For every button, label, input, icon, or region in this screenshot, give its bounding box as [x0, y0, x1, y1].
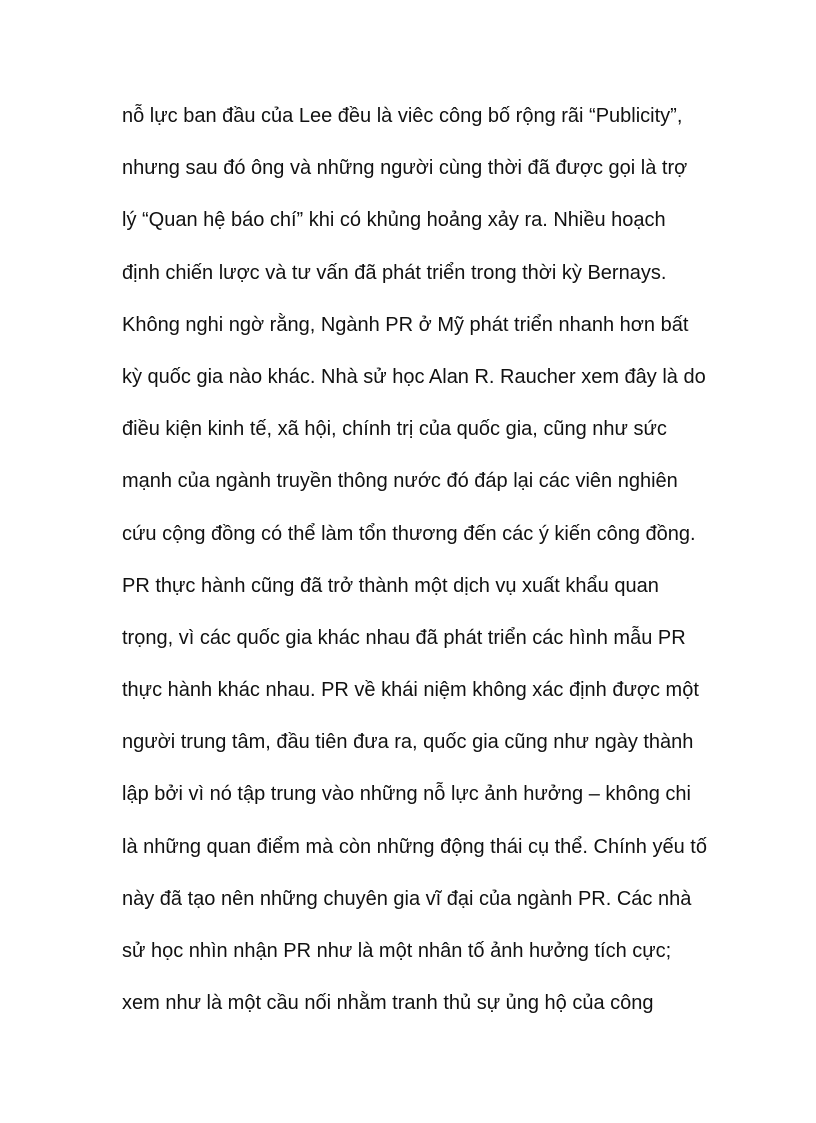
- text-line: nỗ lực ban đầu của Lee đều là viêc công bố rộng rãi “Publicity”,: [122, 105, 683, 127]
- body-paragraph: [122, 100, 742, 1039]
- text-line: sử học nhìn nhận PR như là một nhân tố ảnh hưởng tích cực;: [122, 940, 672, 962]
- text-line: lập bởi vì nó tập trung vào những nỗ lực ảnh hưởng – không chi: [122, 783, 691, 806]
- text-line: xem như là một cầu nối nhằm tranh thủ sự ủng hộ của công: [122, 992, 654, 1015]
- text-line: thực hành khác nhau. PR về khái niệm không xác định được một: [122, 679, 699, 702]
- text-line: người trung tâm, đầu tiên đưa ra, quốc gia cũng như ngày thành: [122, 731, 694, 754]
- text-line: cứu cộng đồng có thể làm tổn thương đến các ý kiến công đồng.: [122, 522, 696, 545]
- text-line: là những quan điểm mà còn những động thái cụ thể. Chính yếu tố: [122, 835, 707, 858]
- text-line: trọng, vì các quốc gia khác nhau đã phát triển các hình mẫu PR: [122, 626, 686, 649]
- text-line: mạnh của ngành truyền thông nước đó đáp lại các viên nghiên: [122, 470, 678, 493]
- text-line: này đã tạo nên những chuyên gia vĩ đại của ngành PR. Các nhà: [122, 887, 692, 910]
- text-line: lý “Quan hệ báo chí” khi có khủng hoảng xảy ra. Nhiều hoạch: [122, 209, 666, 232]
- text-line: PR thực hành cũng đã trở thành một dịch vụ xuất khẩu quan: [122, 574, 659, 597]
- text-line: điều kiện kinh tế, xã hội, chính trị của quốc gia, cũng như sức: [122, 418, 667, 441]
- text-line: kỳ quốc gia nào khác. Nhà sử học Alan R. Raucher xem đây là do: [122, 365, 706, 388]
- text-line: Không nghi ngờ rằng, Ngành PR ở Mỹ phát triển nhanh hơn bất: [122, 313, 689, 336]
- text-line: nhưng sau đó ông và những người cùng thời đã được gọi là trợ: [122, 157, 688, 180]
- text-line: định chiến lược và tư vấn đã phát triển trong thời kỳ Bernays.: [122, 261, 667, 284]
